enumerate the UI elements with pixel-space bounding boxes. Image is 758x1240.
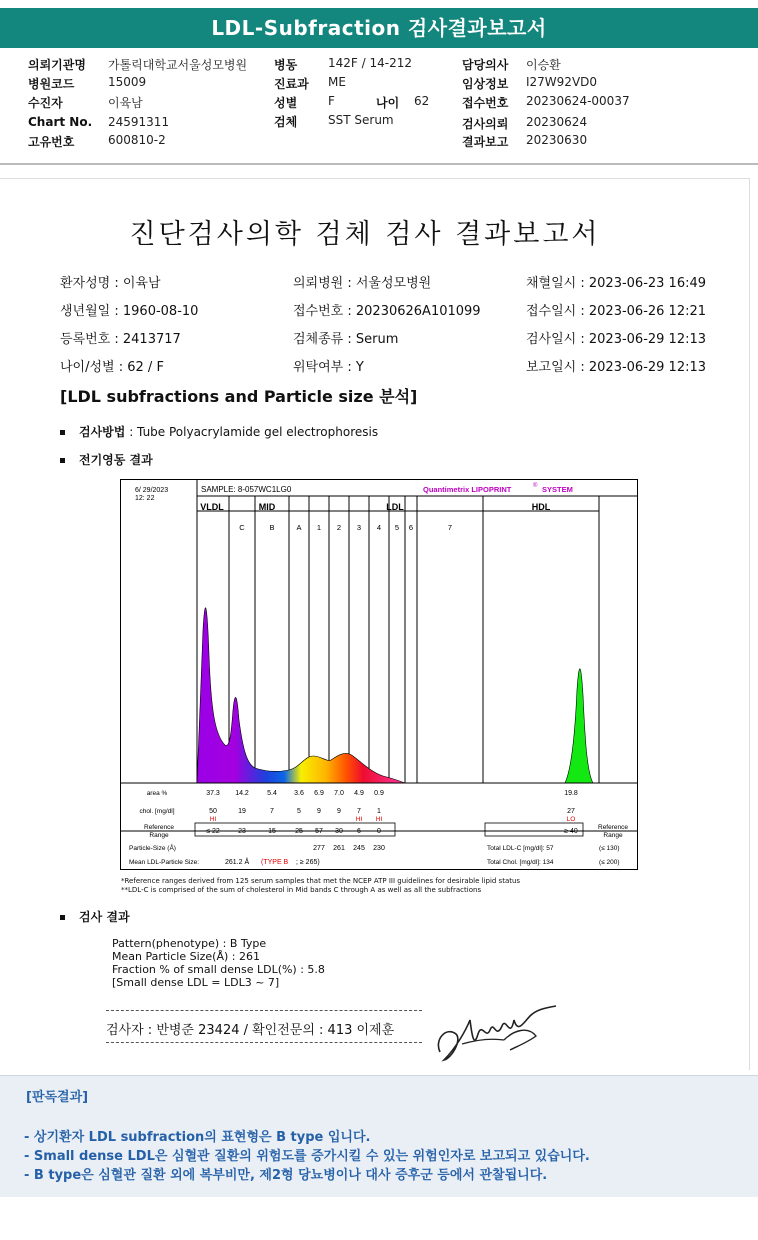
interpretation-line: - Small dense LDL은 심혈관 질환의 위험도를 증가시킬 수 있는 위험인자로 보고되고 있습니다. [24, 1149, 590, 1164]
group-label: VLDL [200, 502, 224, 512]
header-label: 성별 [274, 96, 298, 110]
interpretation-title: [판독결과] [26, 1090, 89, 1105]
header-value: 15009 [108, 75, 147, 89]
ref-value: 23 [238, 828, 246, 835]
band-label: 3 [356, 523, 362, 532]
signature-line [106, 1042, 422, 1043]
header-label: 접수번호 [462, 96, 509, 110]
method-label: 검사방법 [79, 425, 126, 439]
row-label-area: area % [146, 790, 168, 797]
area-value: 3.6 [294, 790, 304, 797]
header-value: 600810-2 [108, 133, 166, 147]
chart-brand-suffix: SYSTEM [542, 485, 573, 494]
area-value: 37.3 [206, 790, 220, 797]
header-label: 나이 [376, 96, 400, 110]
result-line [60, 908, 130, 925]
electrophoresis-curve [197, 608, 405, 783]
patient-info: 나이/성별 : 62 / F [60, 360, 164, 375]
ref-value: 25 [295, 828, 303, 835]
patient-info: 접수번호 : 20230626A101099 [293, 304, 481, 319]
method-line [60, 423, 378, 440]
area-value: 4.9 [354, 790, 364, 797]
header-value: F [328, 94, 335, 108]
row-label-chol: chol. [mg/dl] [139, 808, 175, 815]
result-text: Pattern(phenotype) : B Type [112, 937, 267, 950]
area-value: 0.9 [374, 790, 384, 797]
bullet-icon [60, 430, 65, 435]
patient-info: 보고일시 : 2023-06-29 12:13 [526, 360, 707, 375]
header-label: 임상정보 [462, 77, 509, 91]
group-label: HDL [531, 502, 551, 512]
chol-value: 50 [209, 808, 217, 815]
header-label: 수진자 [28, 96, 63, 110]
mean-size-value: 261.2 Å [225, 859, 250, 866]
header-label: 병동 [274, 58, 298, 72]
area-value: 5.4 [267, 790, 277, 797]
chart-date: 6/ 29/2023 [135, 487, 169, 494]
band-label: 1 [316, 523, 322, 532]
chart-svg [121, 480, 637, 869]
flag-value: HI [355, 816, 363, 823]
footnote: **LDL-C is comprised of the sum of cholesterol in Mid bands C through A as well as all the subfractions [121, 886, 482, 894]
ref-value: 6 [357, 828, 361, 835]
chol-value: 1 [377, 808, 381, 815]
area-value: 7.0 [334, 790, 344, 797]
header-value: 20230630 [526, 133, 588, 147]
row-label-ref: Reference [144, 824, 174, 831]
row-label-psize: Particle-Size (Å) [129, 845, 176, 852]
chol-value: 9 [337, 808, 341, 815]
header-value: 142F / 14-212 [328, 56, 412, 70]
group-label: MID [258, 502, 276, 512]
chart-brand: Quantimetrix LIPOPRINT [423, 485, 512, 494]
result-text: [Small dense LDL = LDL3 ~ 7] [112, 976, 280, 989]
header-value: 20230624 [526, 115, 588, 129]
band-label: B [269, 523, 275, 532]
area-value: 14.2 [235, 790, 249, 797]
header-label: 검사의뢰 [462, 117, 509, 131]
header-label: 검체 [274, 115, 298, 129]
patient-info: 환자성명 : 이육남 [60, 276, 161, 291]
chart-sample: SAMPLE: 8-057WC1LG0 [201, 485, 292, 494]
header-label: Chart No. [28, 115, 93, 129]
hdl-peak [565, 669, 593, 783]
header-value: 24591311 [108, 115, 170, 129]
bullet-icon [60, 915, 65, 920]
ref-value: 0 [377, 828, 381, 835]
result-label: 검사 결과 [79, 910, 130, 924]
patient-info: 채혈일시 : 2023-06-23 16:49 [526, 276, 707, 291]
type-text: (TYPE B [261, 859, 289, 866]
bullet-icon [60, 458, 65, 463]
total-ldl: Total LDL-C [mg/dl]: 57 [487, 845, 554, 852]
report-title-bar [0, 8, 758, 48]
header-label: 병원코드 [28, 77, 75, 91]
method-value: : Tube Polyacrylamide gel electrophoresis [129, 425, 379, 439]
chol-value: 9 [317, 808, 321, 815]
flag-value: HI [375, 816, 383, 823]
ref-value: 57 [315, 828, 323, 835]
result-text: Fraction % of small dense LDL(%) : 5.8 [112, 963, 325, 976]
group-label: LDL [386, 502, 404, 512]
chol-value: 7 [357, 808, 361, 815]
header-value: 이승환 [526, 58, 561, 72]
interpretation-line: - 상기환자 LDL subfraction의 표현형은 B type 입니다. [24, 1130, 371, 1145]
ref-value: 15 [268, 828, 276, 835]
ref-value: 30 [335, 828, 343, 835]
header-value: 가톨릭대학교서울성모병원 [108, 58, 248, 72]
signature-image [432, 1000, 562, 1066]
chol-value: 27 [567, 808, 575, 815]
signer-text: 검사자 : 반병준 23424 / 확인전문의 : 413 이제훈 [106, 1023, 395, 1038]
patient-info: 검사일시 : 2023-06-29 12:13 [526, 332, 707, 347]
area-value: 6.9 [314, 790, 324, 797]
patient-info: 의뢰병원 : 서울성모병원 [293, 276, 432, 291]
ref-value: ≥ 40 [564, 828, 578, 835]
chart-brand-mark: ® [533, 483, 538, 489]
report-title: LDL-Subfraction 검사결과보고서 [211, 16, 547, 40]
patient-info: 위탁여부 : Y [293, 360, 364, 375]
patient-info: 검체종류 : Serum [293, 332, 399, 347]
header-value: ME [328, 75, 346, 89]
row-label-mean: Mean LDL-Particle Size: [129, 859, 200, 866]
area-value: 19.8 [564, 790, 578, 797]
header-label: 의뢰기관명 [28, 58, 86, 72]
total-ldl-range: (≤ 130) [599, 845, 620, 852]
header-value: I27W92VD0 [526, 75, 598, 89]
chol-value: 5 [297, 808, 301, 815]
electrophoresis-chart [120, 479, 638, 870]
patient-info: 등록번호 : 2413717 [60, 332, 181, 347]
band-label: 6 [408, 523, 414, 532]
band-label: 2 [336, 523, 342, 532]
psize-value: 230 [373, 845, 385, 852]
interpretation-line: - B type은 심혈관 질환 외에 복부비만, 제2형 당뇨병이나 대사 증후군 등에서 관찰됩니다. [24, 1168, 548, 1183]
psize-value: 261 [333, 845, 345, 852]
type-range: ; ≥ 265) [296, 859, 320, 866]
report-heading: 진단검사의학 검체 검사 결과보고서 [129, 219, 601, 250]
section-heading: [LDL subfractions and Particle size 분석] [60, 387, 418, 406]
flag-value: LO [566, 816, 576, 823]
signature-line [106, 1010, 422, 1011]
band-label: A [296, 523, 302, 532]
row-label-ref: Range [149, 832, 169, 839]
chart-time: 12: 22 [135, 495, 155, 502]
header-label: 고유번호 [28, 135, 75, 149]
ref-value: ≤ 22 [206, 828, 220, 835]
header-label: 담당의사 [462, 58, 509, 72]
patient-info: 접수일시 : 2023-06-26 12:21 [526, 304, 707, 319]
ref-right-label: Range [603, 832, 623, 839]
electro-label: 전기영동 결과 [79, 453, 153, 467]
footnote: *Reference ranges derived from 125 serum samples that met the NCEP ATP III guidelines for desirable lipid status [121, 877, 521, 885]
band-label: C [239, 523, 245, 532]
header-value: 62 [414, 94, 430, 108]
result-text: Mean Particle Size(Å) : 261 [112, 950, 260, 963]
header-label: 결과보고 [462, 135, 509, 149]
band-label: 5 [394, 523, 400, 532]
psize-value: 277 [313, 845, 325, 852]
ref-right-label: Reference [598, 824, 628, 831]
chol-value: 19 [238, 808, 246, 815]
electro-line [60, 451, 153, 468]
header-value: 이육남 [108, 96, 143, 110]
chol-value: 7 [270, 808, 274, 815]
header-value: 20230624-00037 [526, 94, 630, 108]
psize-value: 245 [353, 845, 365, 852]
band-label: 4 [376, 523, 382, 532]
header-label: 진료과 [274, 77, 309, 91]
total-chol: Total Chol. [mg/dl]: 134 [487, 859, 554, 866]
band-label: 7 [447, 523, 453, 532]
patient-info: 생년월일 : 1960-08-10 [60, 304, 199, 319]
divider [0, 163, 758, 165]
total-chol-range: (≤ 200) [599, 859, 620, 866]
header-value: SST Serum [328, 113, 394, 127]
flag-value: HI [209, 816, 217, 823]
